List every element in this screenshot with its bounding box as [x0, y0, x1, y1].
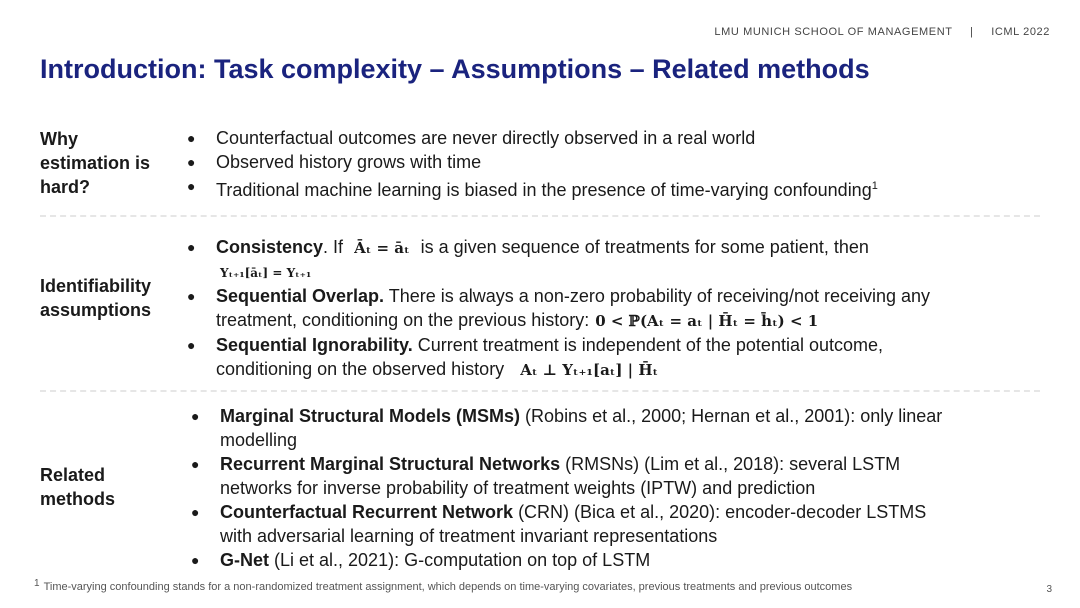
- list-item-overlap: ● Sequential Overlap. There is always a non-zero probability of receiving/not receiving any treatment, conditioning on the previous history: 0 < ℙ(Aₜ = aₜ | H̄ₜ = h̄ₜ) < 1: [187, 286, 931, 330]
- bullet-icon: ●: [187, 130, 196, 146]
- page-number: 3: [1046, 584, 1052, 595]
- bullet-icon: ●: [187, 154, 196, 170]
- assumptions-label: Identifiability assumptions: [40, 276, 152, 320]
- bullet-icon: ●: [191, 456, 200, 472]
- bullet-icon: ●: [187, 239, 196, 255]
- footnote-marker: 1: [34, 578, 40, 589]
- slide-header: [714, 26, 1050, 38]
- list-item: ● Marginal Structural Models (MSMs) (Robins et al., 2000; Hernan et al., 2001): only linear modelling: [191, 406, 943, 450]
- footnote: [34, 578, 853, 593]
- slide-title: Introduction: Task complexity – Assumptions – Related methods: [40, 54, 870, 84]
- header-separator: |: [970, 26, 974, 38]
- why-list: [187, 126, 878, 202]
- bullet-icon: ●: [187, 288, 196, 304]
- related-label: Related methods: [40, 465, 116, 509]
- list-item: ● Traditional machine learning is biased in the presence of time-varying confounding$^1$: [216, 174, 878, 202]
- list-item: ● Counterfactual outcomes are never directly observed in a real world: [187, 128, 756, 148]
- bullet-icon: ●: [191, 552, 200, 568]
- bullet-icon: ●: [191, 408, 200, 424]
- assumptions-list: [187, 235, 931, 382]
- ignorability-formula: Aₜ ⊥ Yₜ₊₁[aₜ] | H̄ₜ: [520, 361, 659, 379]
- conference-name: ICML 2022: [991, 26, 1050, 38]
- list-item: ● Observed history grows with time: [187, 152, 482, 172]
- why-label: Why estimation is hard?: [40, 129, 151, 197]
- list-item: ● Counterfactual Recurrent Network (CRN) (Bica et al., 2020): encoder-decoder LSTMS with adversarial learning of treatment invariant representations: [191, 502, 927, 546]
- list-item-ignorability: ● Sequential Ignorability. Current treatment is independent of the potential outcome, conditioning on the observed history Aₜ ⊥ Yₜ₊₁[aₜ] | H̄ₜ: [187, 335, 884, 379]
- bullet-icon: ●: [187, 178, 196, 194]
- overlap-formula: 0 < ℙ(Aₜ = aₜ | H̄ₜ = h̄ₜ) < 1: [595, 312, 819, 330]
- related-list: [191, 404, 943, 572]
- section-divider: [40, 390, 1040, 392]
- bullet-icon: ●: [187, 337, 196, 353]
- consistency-formula: Āₜ = āₜ: [354, 239, 410, 257]
- section-divider: [40, 215, 1040, 217]
- institution-name: LMU MUNICH SCHOOL OF MANAGEMENT: [714, 26, 953, 38]
- list-item: ● Recurrent Marginal Structural Networks (RMSNs) (Lim et al., 2018): several LSTM networks for inverse probability of treatment weights (IPTW) and prediction: [191, 454, 901, 498]
- consistency-outcome-formula: Yₜ₊₁[āₜ] = Yₜ₊₁: [220, 266, 312, 280]
- list-item: ● G-Net (Li et al., 2021): G-computation on top of LSTM: [191, 550, 651, 570]
- footnote-ref: 1: [871, 180, 878, 192]
- footnote-text: Time-varying confounding stands for a non-randomized treatment assignment, which depends on time-varying covariates, previous treatments and previous outcomes: [43, 581, 853, 593]
- bullet-icon: ●: [191, 504, 200, 520]
- list-item-consistency: ● Consistency. If Āₜ = āₜ is a given sequence of treatments for some patient, then Yₜ₊₁[āₜ] = Yₜ₊₁: [187, 237, 869, 280]
